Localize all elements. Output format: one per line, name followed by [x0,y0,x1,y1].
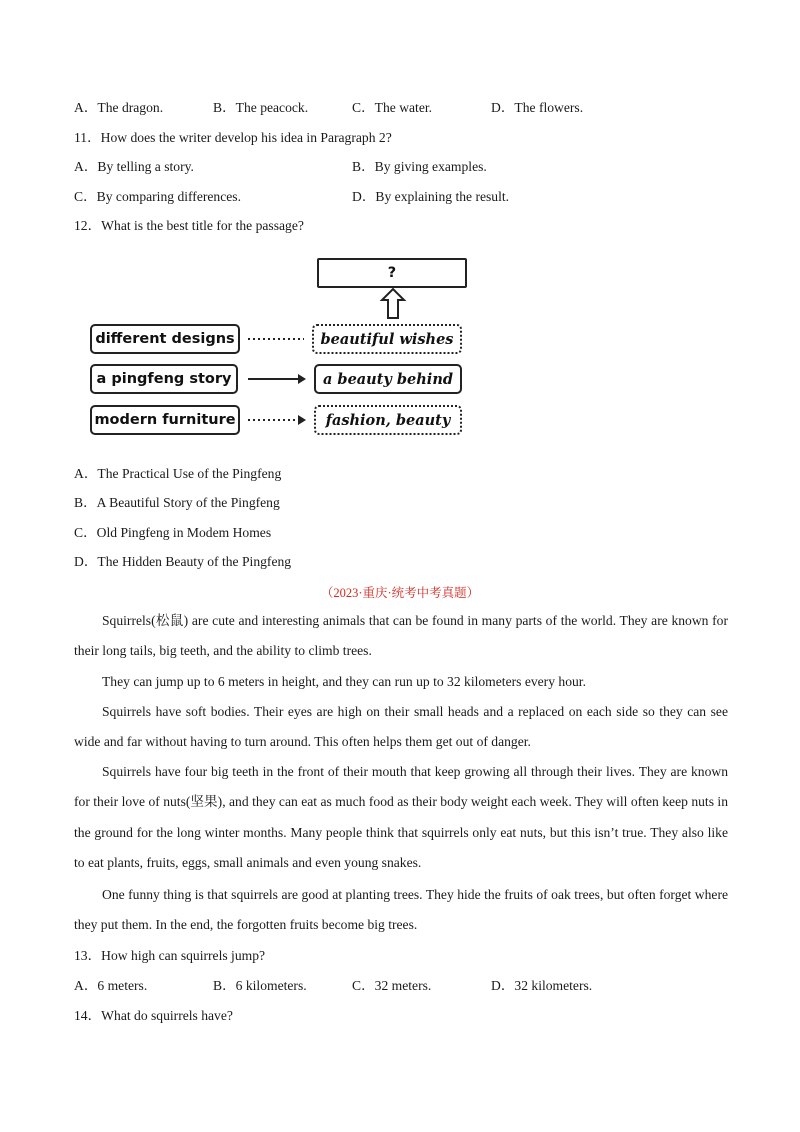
q12-option-d: D．The Hidden Beauty of the Pingfeng [74,554,292,569]
passage-paragraph-1: Squirrels(松鼠) are cute and interesting animals that can be found in many parts of the world. They are known for their long tails, big teeth, and the ability to climb trees. [74,613,728,659]
diagram-right-box-3 [314,405,462,435]
diagram-top-label: ? [387,265,397,281]
diagram-right-box-2 [314,364,462,394]
q11-question: 11．How does the writer develop his idea in Paragraph 2? [74,130,392,145]
arrow-head-icon [298,374,306,384]
q10-option-b: B．The peacock. [213,100,309,115]
diagram-right-label: a beauty behind [322,370,453,388]
passage-paragraph-2: They can jump up to 6 meters in height, and they can run up to 32 kilometers every hour. [102,674,586,689]
diagram-top-box [317,258,467,288]
title-diagram [88,256,472,442]
diagram-left-label: modern furniture [94,412,236,428]
passage-paragraph-3: Squirrels have soft bodies. Their eyes are high on their small heads and a replaced on each side so they can see wide and far without having to turn around. This often helps them get out of danger. [74,704,728,750]
q10-option-d: D．The flowers. [491,100,584,115]
up-arrow-icon [382,289,404,318]
q11-option-b: B．By giving examples. [352,159,487,174]
q13-option-d: D．32 kilometers. [491,978,593,993]
q10-option-c: C．The water. [352,100,433,115]
q12-question: 12．What is the best title for the passage? [74,218,304,233]
q13-option-b: B．6 kilometers. [213,978,307,993]
q13-option-c: C．32 meters. [352,978,432,993]
diagram-right-label: fashion, beauty [325,411,451,429]
q11-option-d: D．By explaining the result. [352,189,510,204]
q12-option-a: A．The Practical Use of the Pingfeng [74,466,282,481]
passage-paragraph-5: One funny thing is that squirrels are good at planting trees. They hide the fruits of oak trees, but often forget where they put them. In the end, the forgotten fruits become big trees. [74,887,728,933]
diagram-left-box-1 [90,324,240,354]
q14-question: 14．What do squirrels have? [74,1008,233,1023]
q11-option-a: A．By telling a story. [74,159,194,174]
q12-option-b: B．A Beautiful Story of the Pingfeng [74,495,280,510]
source-label: （2023·重庆·统考中考真题） [320,586,480,600]
arrow-head-icon [298,415,306,425]
diagram-right-label: beautiful wishes [320,330,454,348]
diagram-left-label: different designs [95,331,235,347]
q13-option-a: A．6 meters. [74,978,148,993]
diagram-left-box-3 [90,405,240,435]
q11-option-c: C．By comparing differences. [74,189,241,204]
diagram-left-label: a pingfeng story [96,371,232,387]
diagram-left-box-2 [90,364,238,394]
q10-option-a: A．The dragon. [74,100,164,115]
passage-paragraph-4: Squirrels have four big teeth in the front of their mouth that keep growing all through their lives. They are known for their love of nuts(坚果), and they can eat as much food as their body weight each week. They will often keep nuts in the ground for the long winter months. Many people think that squirrels only eat nuts, but this isn’t true. They also like to eat plants, fruits, eggs, small animals and even young snakes. [74,764,728,871]
q13-question: 13．How high can squirrels jump? [74,948,266,963]
q12-option-c: C．Old Pingfeng in Modem Homes [74,525,272,540]
diagram-right-box-1 [312,324,462,354]
